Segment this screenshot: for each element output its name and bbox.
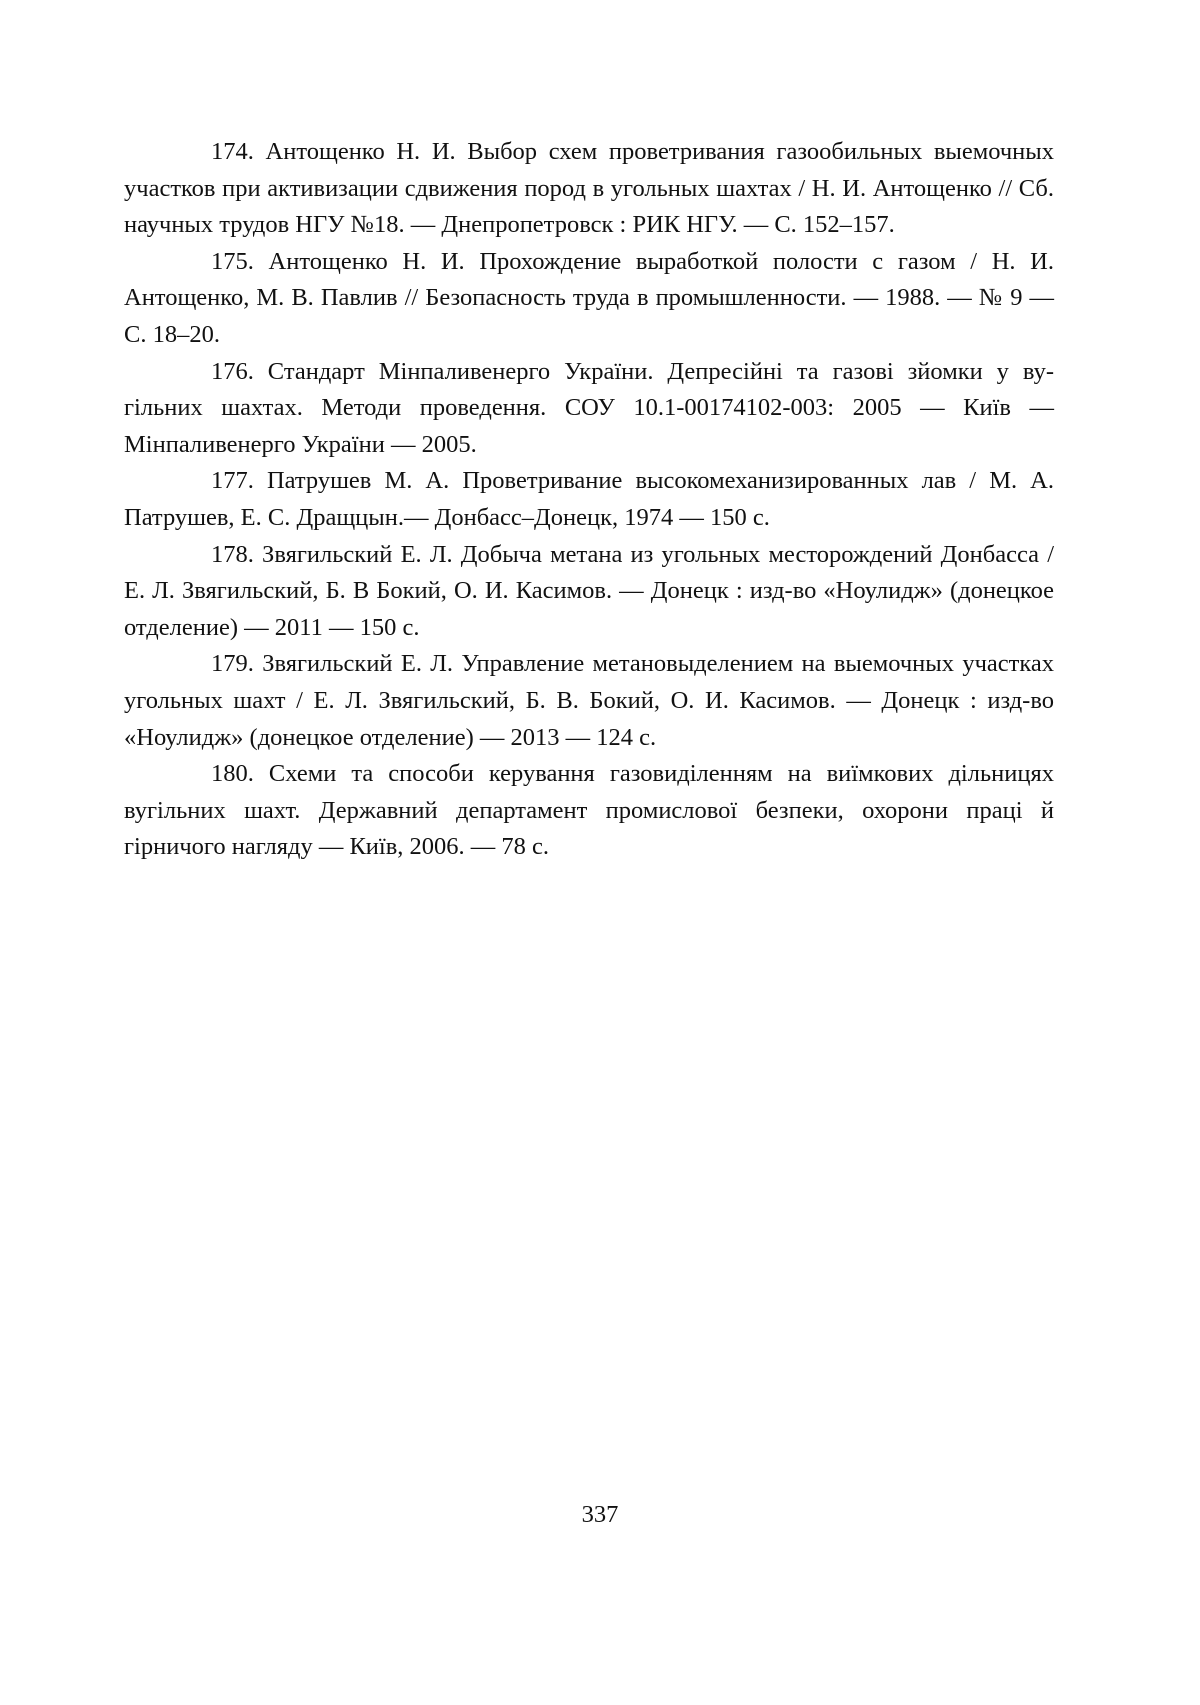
reference-item-177: 177. Патрушев М. А. Проветривание высокомеханизированных лав / М. А. Патрушев, Е. С. Дращцын.— Донбасс–Донецк, 1974 — 150 с. xyxy=(124,467,1054,531)
reference-list xyxy=(124,134,1054,866)
reference-item-174: 174. Антощенко Н. И. Выбор схем проветривания газообильных выемочных участков при активизации сдвижения пород в угольных шахтах / Н. И. Антощенко // Сб. научных трудов НГУ №18. — Днепропетровск : РИК НГУ. — С. 152–157. xyxy=(124,138,1054,239)
reference-item-176: 176. Стандарт Мінпаливенерго України. Депресійні та газові зйомки у вугільних шахтах. Методи проведення. СОУ 10.1-00174102-003: 2005 — Київ — Мінпаливенерго України — 2005. xyxy=(124,357,1054,458)
reference-item-175: 175. Антощенко Н. И. Прохождение выработкой полости с газом / Н. И. Антощенко, М. В. Павлив // Безопасность труда в промышленности. — 1988. — № 9 — С. 18–20. xyxy=(124,247,1054,348)
reference-item-179: 179. Звягильский Е. Л. Управление метановыделением на выемочных участках угольных шахт / Е. Л. Звягильский, Б. В. Бокий, О. И. Касимов. — Донецк : изд-во «Ноулидж» (донецкое отделение) — 2013 — 124 с. xyxy=(124,650,1054,751)
page-number: 337 xyxy=(581,1501,619,1528)
reference-item-178: 178. Звягильский Е. Л. Добыча метана из угольных месторождений Донбасса / Е. Л. Звягильский, Б. В Бокий, О. И. Касимов. — Донецк : изд-во «Ноулидж» (донецкое отделение) — 2011 — 150 с. xyxy=(124,540,1054,641)
reference-item-180: 180. Схеми та способи керування газовиділенням на виїмкових дільницях вугільних шахт. Державний департамент промислової безпеки, охорони праці й гірничого нагляду — Київ, 2006. — 78 с. xyxy=(124,760,1054,861)
